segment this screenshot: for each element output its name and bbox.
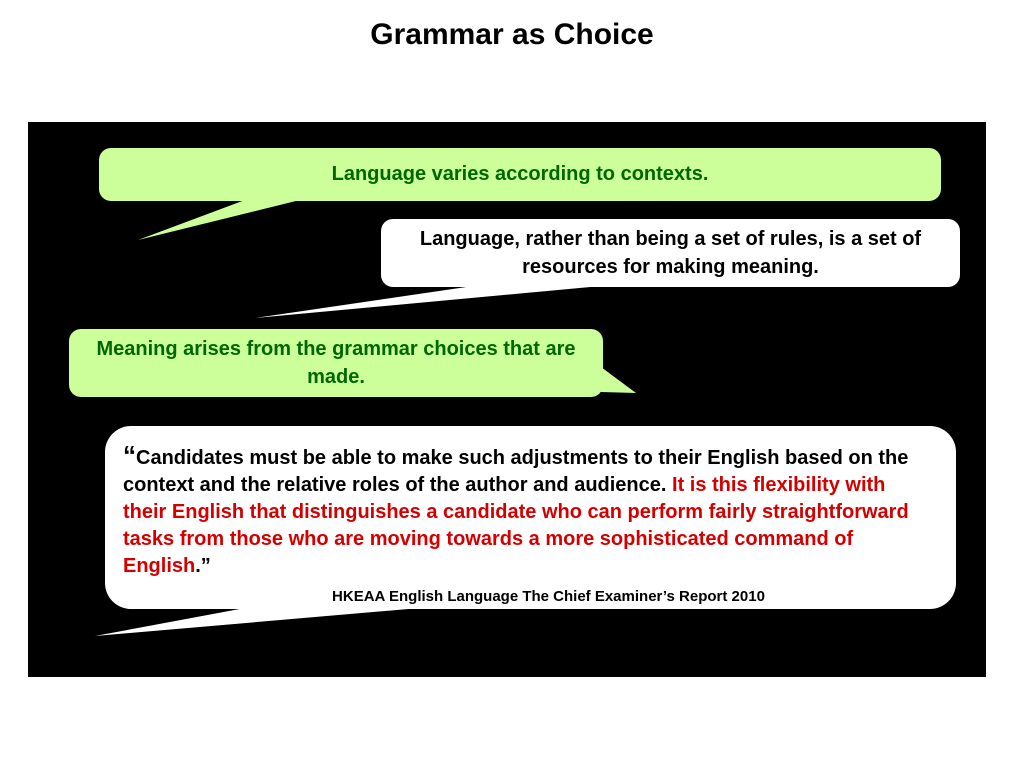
bubble-text: Meaning arises from the grammar choices that are made. (96, 338, 576, 388)
open-quote-mark: “ (123, 440, 136, 470)
quote-black-text: Candidates must be able to make such adjustments to their English based on the context and the relative roles of the author and audience. (123, 447, 909, 496)
bubble-1-tail (138, 200, 300, 240)
slide-title: Grammar as Choice (370, 18, 654, 51)
speech-bubble-grammar-choices (69, 329, 603, 397)
bubble-2-tail (255, 285, 612, 318)
quote-red-text: It is this flexibility with their English that distinguishes a candidate who can perform fairly straightforward tasks from those who are moving towards a more sophisticated command of English (123, 474, 909, 577)
quote-source: HKEAA English Language The Chief Examiner’s Report 2010 (332, 588, 765, 605)
bubble-3-tail (601, 367, 636, 393)
speech-bubble-quote (105, 426, 956, 609)
quote-close: .” (195, 555, 211, 577)
speech-bubble-contexts (99, 148, 941, 201)
speech-bubble-resources (381, 219, 960, 287)
quote-text (123, 440, 909, 577)
bubble-text: Language varies according to contexts. (331, 163, 709, 185)
bubble-text: Language, rather than being a set of rules, is a set of resources for making meaning. (419, 228, 922, 278)
bubble-4-tail (95, 608, 420, 636)
